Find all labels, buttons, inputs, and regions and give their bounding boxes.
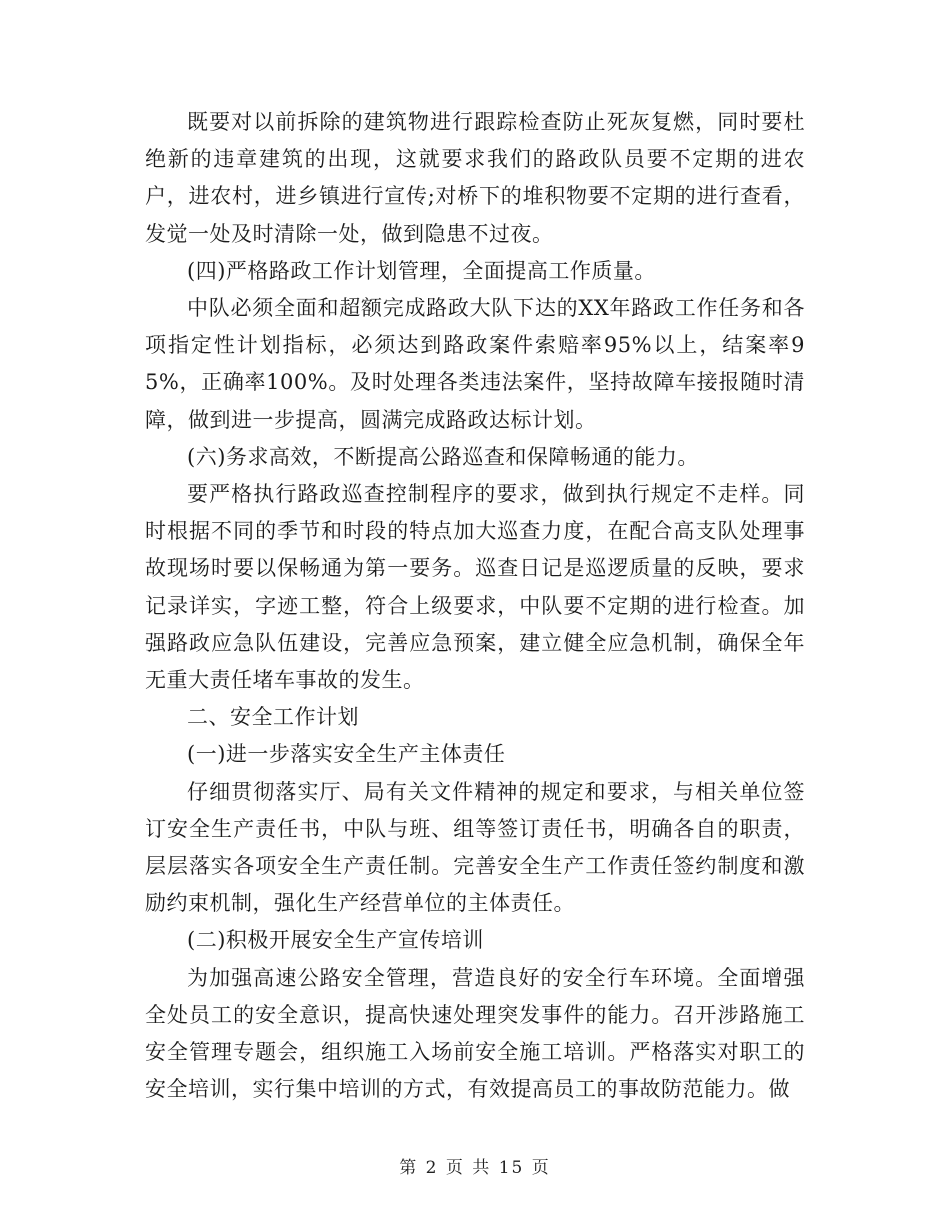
heading-safety-training: (二)积极开展安全生产宣传培训 — [187, 928, 484, 953]
paragraph-road-inspection: 既要对以前拆除的建筑物进行跟踪检查防止死灰复燃，同时要杜绝新的违章建筑的出现，这就要求我们的路政队员要不定期的进农户，进农村，进乡镇进行宣传;对桥下的堆积物要不定期的进行查看，发觉一处及时清除一处，做到隐患不过夜。 — [145, 110, 805, 246]
page-number-footer: 第 2 页 共 15 页 — [399, 1158, 551, 1178]
paragraph-patrol-control: 要严格执行路政巡查控制程序的要求，做到执行规定不走样。同时根据不同的季节和时段的特点加大巡查力度，在配合高支队处理事故现场时要以保畅通为第一要务。巡查日记是巡逻质量的反映，要求记录详实，字迹工整，符合上级要求，中队要不定期的进行检查。加强路政应急队伍建设，完善应急预案，建立健全应急机制，确保全年无重大责任堵车事故的发生。 — [145, 482, 805, 693]
paragraph-responsibility-details: 仔细贯彻落实厅、局有关文件精神的规定和要求，与相关单位签订安全生产责任书，中队与班、组等签订责任书，明确各自的职责，层层落实各项安全生产责任制。完善安全生产工作责任签约制度和激励约束机制，强化生产经营单位的主体责任。 — [145, 779, 805, 916]
paragraph-squad-targets: 中队必须全面和超额完成路政大队下达的XX年路政工作任务和各项指定性计划指标，必须达到路政案件索赔率95%以上，结案率95%，正确率100%。及时处理各类违法案件，坚持故障车接报随时清障，做到进一步提高，圆满完成路政达标计划。 — [145, 296, 805, 432]
paragraph-training-details: 为加强高速公路安全管理，营造良好的安全行车环境。全面增强全处员工的安全意识，提高快速处理突发事件的能力。召开涉路施工安全管理专题会，组织施工入场前安全施工培训。严格落实对职工的安全培训，实行集中培训的方式，有效提高员工的事故防范能力。做 — [145, 965, 805, 1102]
heading-safety-plan: 二、安全工作计划 — [187, 705, 359, 730]
heading-work-plan-management: (四)严格路政工作计划管理，全面提高工作质量。 — [187, 258, 656, 283]
heading-efficiency: (六)务求高效，不断提高公路巡查和保障畅通的能力。 — [187, 444, 699, 469]
heading-safety-responsibility: (一)进一步落实安全生产主体责任 — [187, 742, 506, 767]
document-body — [145, 104, 805, 1108]
